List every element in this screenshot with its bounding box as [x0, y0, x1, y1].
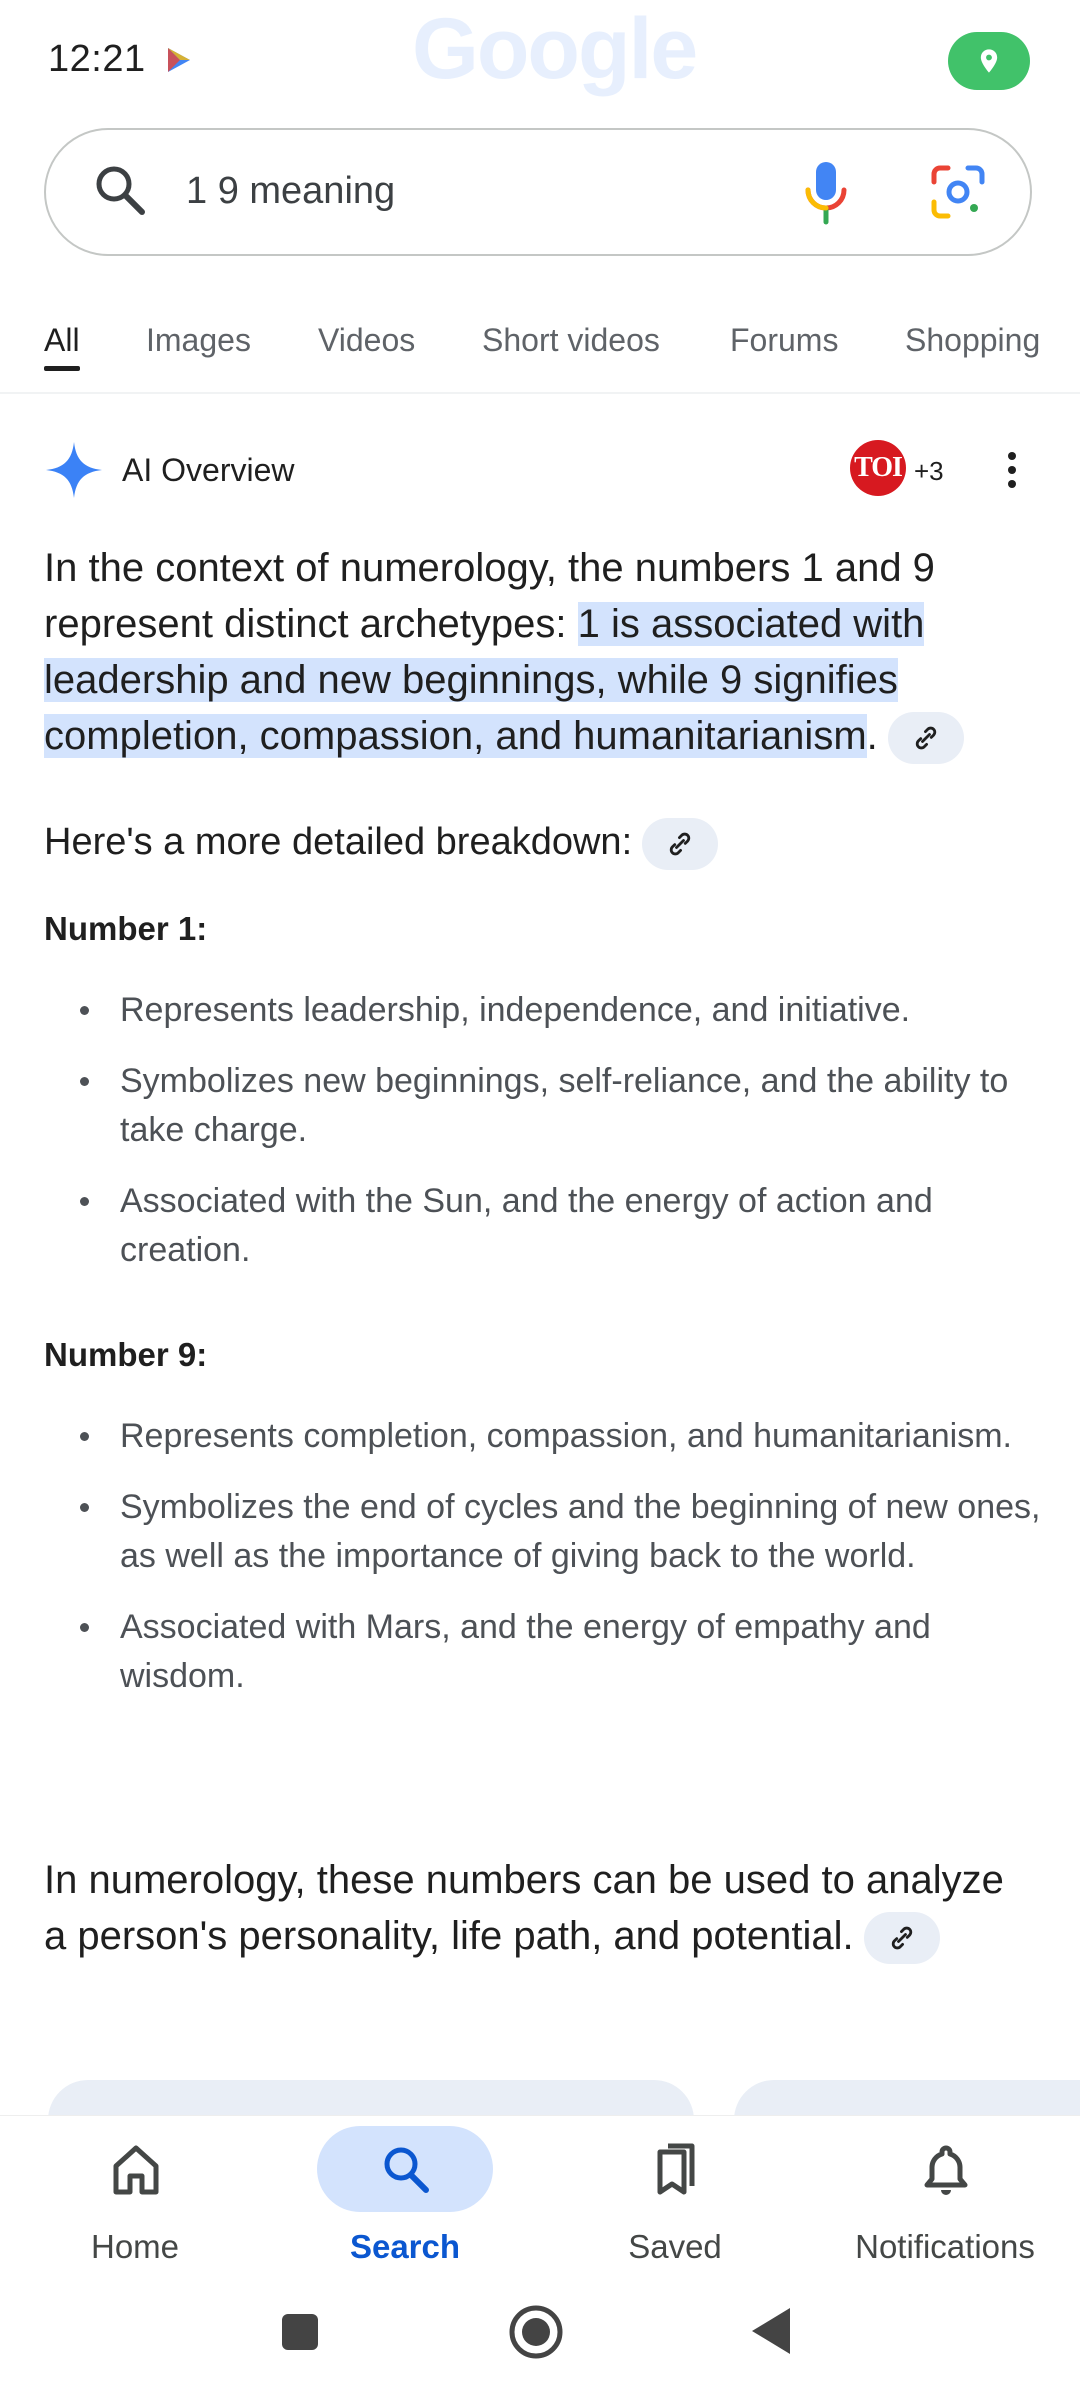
- link-icon: [912, 724, 940, 752]
- microphone-icon[interactable]: [800, 160, 852, 226]
- search-icon: [380, 2142, 432, 2198]
- list-item: Associated with Mars, and the energy of empathy and wisdom.: [44, 1603, 1044, 1701]
- nav-notifications[interactable]: [810, 2116, 1080, 2286]
- link-icon: [666, 830, 694, 858]
- source-avatar-toi[interactable]: TOI: [850, 440, 906, 496]
- status-time: 12:21: [48, 38, 146, 80]
- intro-text: In the context of numerology, the numbers 1 and 9 represent distinct archetypes:: [44, 546, 935, 646]
- home-icon: [110, 2142, 162, 2198]
- ai-intro-paragraph: [44, 540, 1034, 764]
- bell-icon: [920, 2142, 972, 2198]
- play-store-icon: [166, 46, 192, 74]
- ai-overview-title: AI Overview: [122, 452, 295, 488]
- breakdown-heading: [44, 818, 718, 870]
- sources-count[interactable]: +3: [914, 456, 944, 486]
- conclusion-text: In numerology, these numbers can be used to analyze a person's personality, life path, and potential.: [44, 1858, 1004, 1958]
- nav-notifications-label: Notifications: [855, 2228, 1035, 2265]
- list-item: Associated with the Sun, and the energy of action and creation.: [44, 1177, 1044, 1275]
- location-indicator[interactable]: [948, 32, 1030, 90]
- ai-conclusion-paragraph: [44, 1852, 1034, 1964]
- nav-saved[interactable]: [540, 2116, 810, 2286]
- number-1-list: [44, 986, 1044, 1297]
- google-logo: Google: [412, 1, 697, 97]
- search-icon[interactable]: [92, 162, 148, 218]
- list-item: Symbolizes new beginnings, self-reliance, and the ability to take charge.: [44, 1057, 1044, 1155]
- active-tab-indicator: [44, 366, 80, 371]
- tab-all[interactable]: All: [44, 322, 80, 358]
- bookmark-icon: [650, 2142, 702, 2198]
- number-9-heading: Number 9:: [44, 1336, 208, 1373]
- list-item: Represents completion, compassion, and humanitarianism.: [44, 1412, 1044, 1461]
- number-1-heading: Number 1:: [44, 910, 208, 947]
- nav-home[interactable]: [0, 2116, 270, 2286]
- gemini-sparkle-icon: [44, 440, 104, 500]
- intro-highlight: 1 is associated with leadership and new beginnings, while 9 signifies completion, compassion, and humanitarianism: [44, 602, 925, 758]
- location-pin-icon: [975, 47, 1003, 75]
- search-input[interactable]: [186, 166, 746, 216]
- recent-apps-button[interactable]: [282, 2314, 318, 2350]
- citation-link-chip[interactable]: [864, 1912, 940, 1964]
- intro-end: .: [866, 714, 878, 758]
- tab-images[interactable]: Images: [146, 322, 251, 358]
- tab-forums[interactable]: Forums: [730, 322, 839, 358]
- citation-link-chip[interactable]: [642, 818, 718, 870]
- list-item: Represents leadership, independence, and initiative.: [44, 986, 1044, 1035]
- nav-search[interactable]: [270, 2116, 540, 2286]
- tabs-divider: [0, 392, 1080, 394]
- link-icon: [888, 1924, 916, 1952]
- breakdown-heading-text: Here's a more detailed breakdown:: [44, 821, 633, 864]
- back-button-icon[interactable]: [750, 2306, 792, 2356]
- citation-link-chip[interactable]: [888, 712, 964, 764]
- more-vert-icon[interactable]: [1000, 450, 1024, 490]
- tab-shopping[interactable]: Shopping: [905, 322, 1041, 358]
- google-lens-icon[interactable]: [930, 164, 986, 220]
- nav-search-label: Search: [349, 2228, 461, 2265]
- nav-home-label: Home: [90, 2228, 180, 2265]
- list-item: Symbolizes the end of cycles and the beginning of new ones, as well as the importance of giving back to the world.: [44, 1483, 1044, 1581]
- number-9-list: [44, 1412, 1044, 1723]
- tab-short-videos[interactable]: Short videos: [482, 322, 660, 358]
- home-button-icon[interactable]: [508, 2304, 564, 2360]
- nav-saved-label: Saved: [628, 2228, 722, 2265]
- tab-videos[interactable]: Videos: [318, 322, 416, 358]
